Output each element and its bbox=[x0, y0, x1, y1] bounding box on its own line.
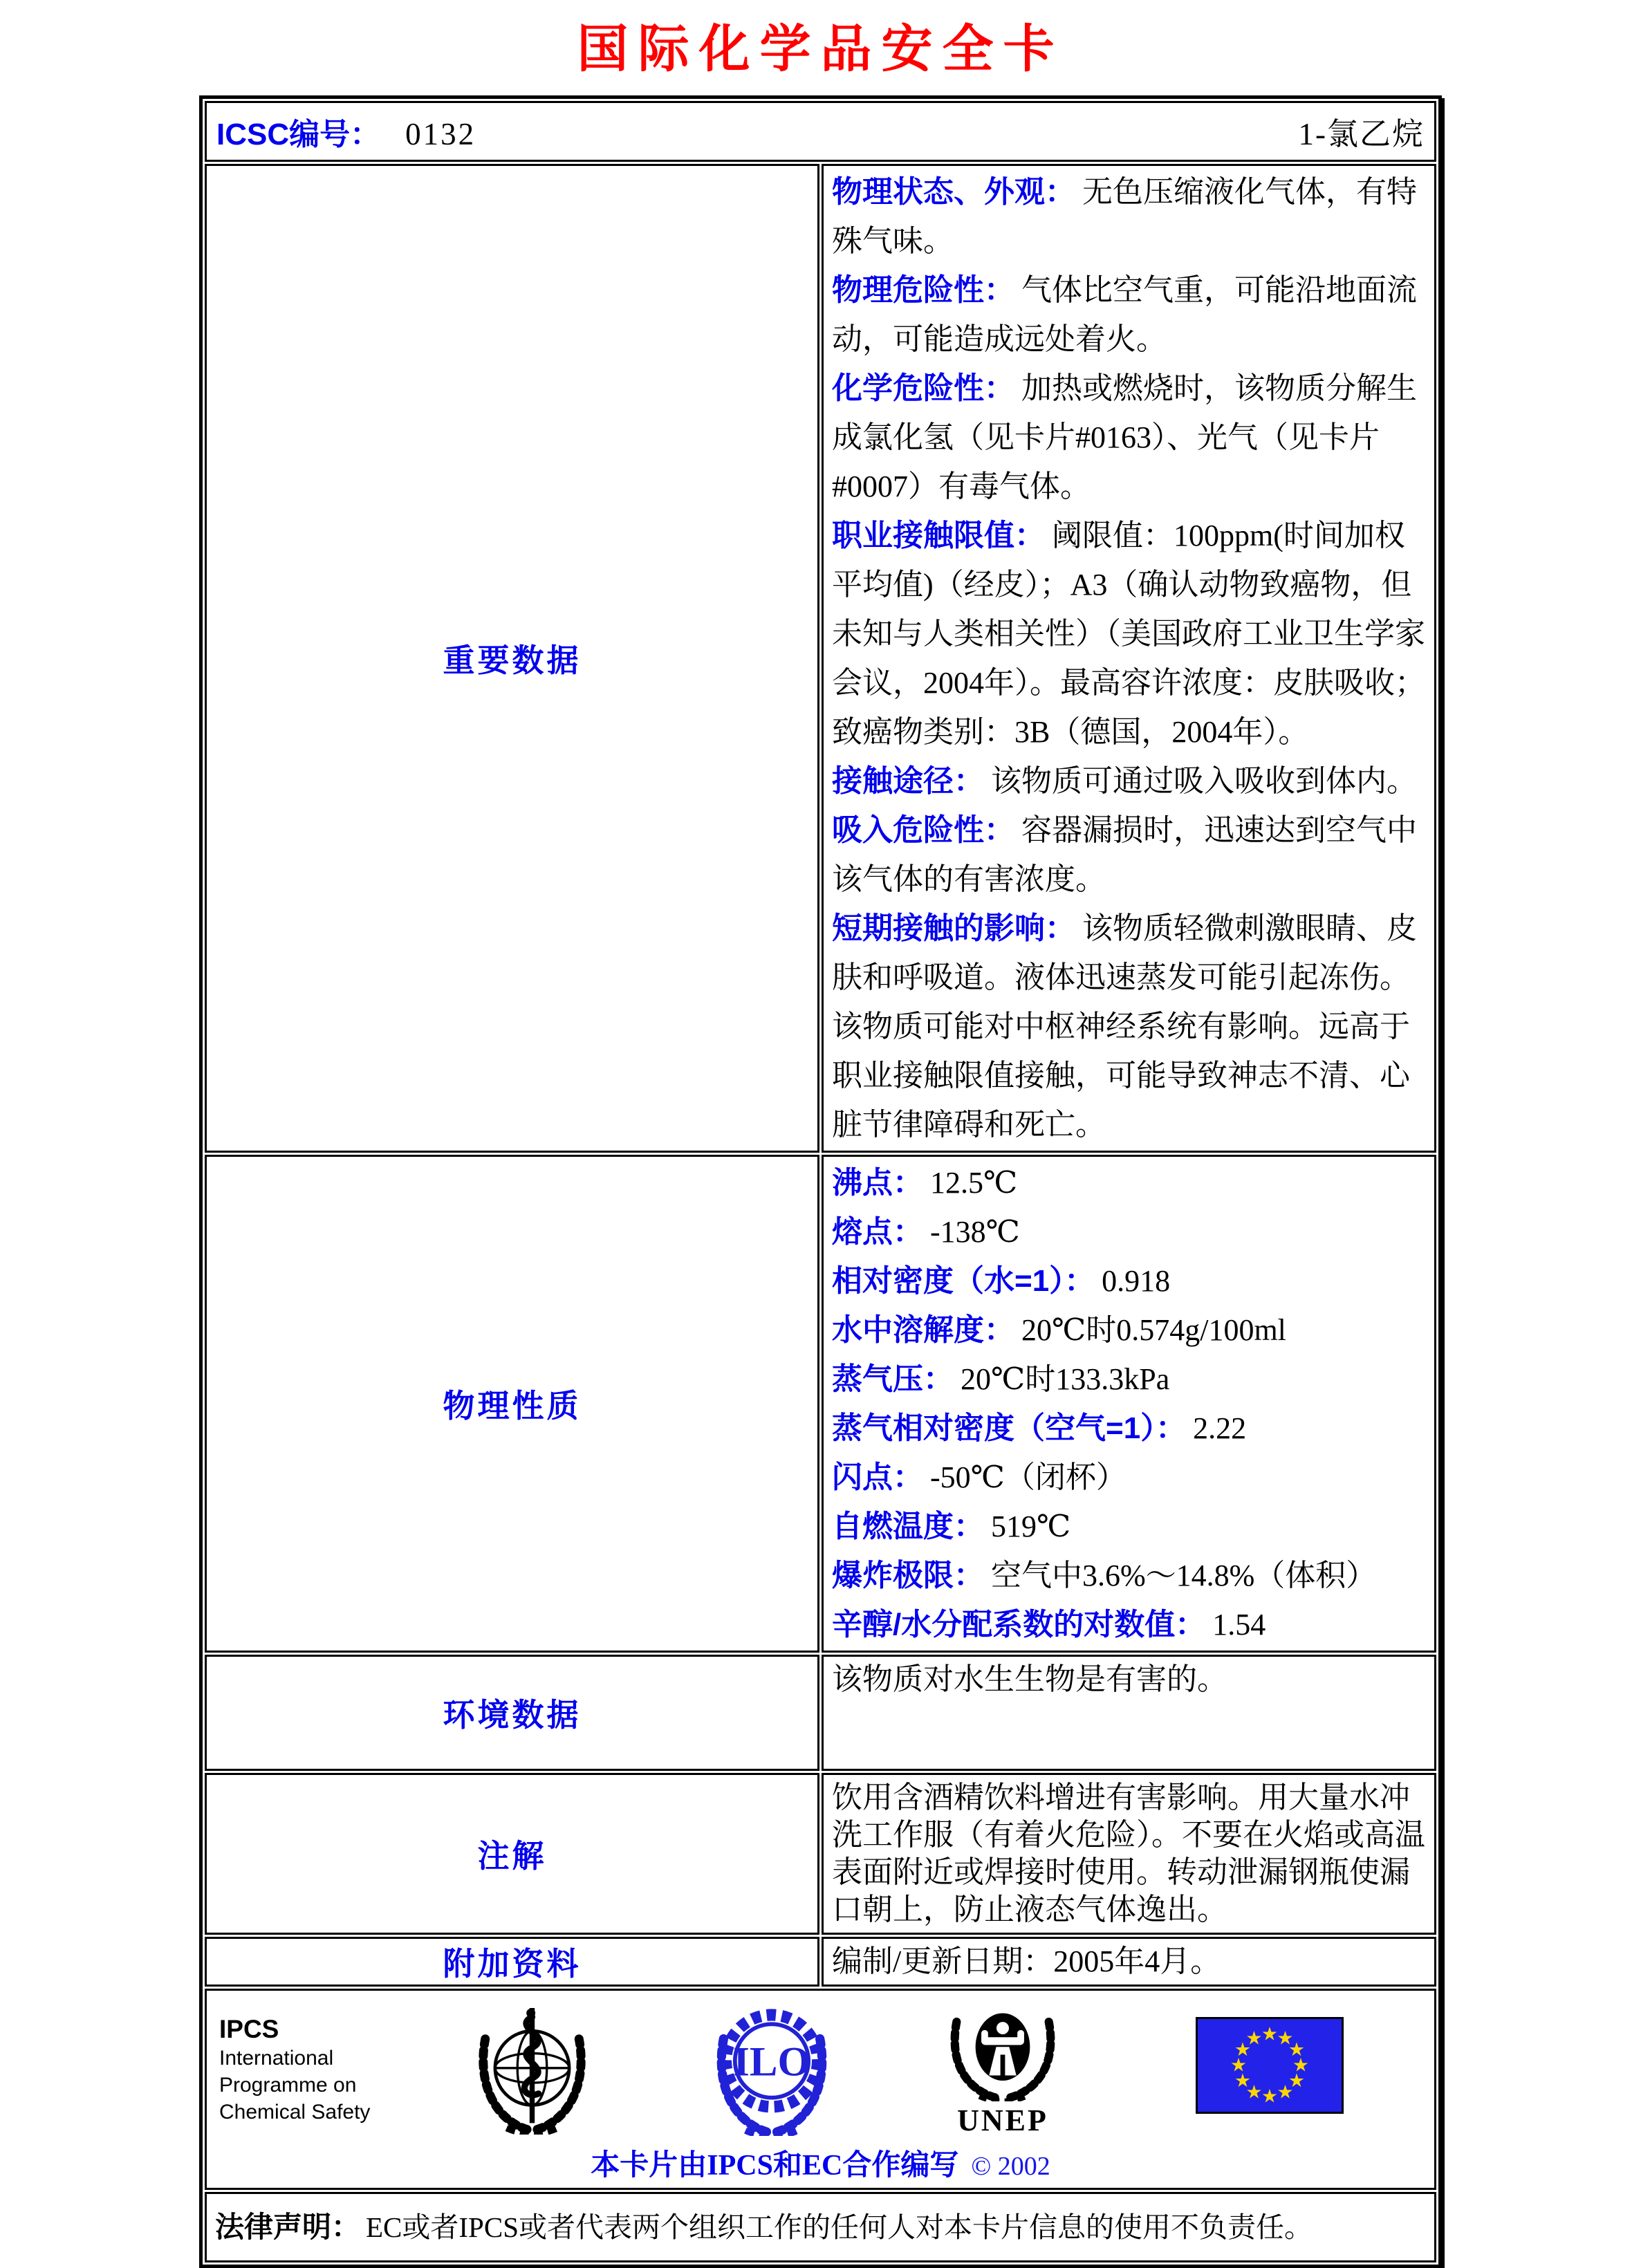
data-item bbox=[832, 1453, 1426, 1502]
item-text: -138℃ bbox=[930, 1214, 1020, 1249]
item-label: 自燃温度： bbox=[832, 1509, 984, 1543]
data-item bbox=[832, 1502, 1426, 1551]
item-label: 爆炸极限： bbox=[832, 1558, 984, 1592]
notes-content bbox=[822, 1773, 1436, 1935]
item-label: 吸入危险性： bbox=[832, 812, 1014, 847]
item-label: 相对密度（水=1）： bbox=[832, 1263, 1095, 1298]
data-item bbox=[832, 1256, 1426, 1305]
item-label: 沸点： bbox=[832, 1165, 923, 1200]
item-text: 空气中3.6%～14.8%（体积） bbox=[991, 1558, 1377, 1592]
page-title: 国际化学品安全卡 bbox=[577, 21, 1064, 78]
safety-card-table bbox=[199, 95, 1442, 2268]
important-data-row bbox=[205, 164, 1436, 1153]
ilo-letters: ILO bbox=[733, 2038, 810, 2085]
svg-text:★: ★ bbox=[1234, 2070, 1252, 2092]
data-item bbox=[832, 1207, 1426, 1256]
svg-text:★: ★ bbox=[1292, 2054, 1310, 2076]
additional-info-row bbox=[205, 1937, 1436, 1987]
data-item bbox=[832, 511, 1426, 756]
svg-text:★: ★ bbox=[1261, 2085, 1279, 2108]
data-item bbox=[832, 1158, 1426, 1207]
item-label: 熔点： bbox=[832, 1214, 923, 1249]
logos-strip bbox=[214, 1996, 1427, 2138]
icsc-number-label: ICSC编号： bbox=[216, 117, 381, 151]
chemical-name: 1-氯乙烷 bbox=[1298, 117, 1425, 152]
unep-logo-block bbox=[937, 1998, 1068, 2137]
item-text: 1.54 bbox=[1212, 1607, 1266, 1642]
item-label: 短期接触的影响： bbox=[832, 911, 1075, 945]
physical-properties-content bbox=[822, 1155, 1436, 1653]
item-label: 物理危险性： bbox=[832, 272, 1014, 307]
ipcs-line: Programme on bbox=[219, 2073, 357, 2097]
svg-text:★: ★ bbox=[1234, 2038, 1252, 2061]
logos-row bbox=[205, 1989, 1436, 2190]
eu-flag-icon bbox=[1196, 2017, 1344, 2114]
ipcs-wordmark bbox=[219, 2014, 370, 2126]
data-item bbox=[832, 1551, 1426, 1600]
environment-content bbox=[822, 1655, 1436, 1771]
item-text: 该物质轻微刺激眼睛、皮肤和呼吸道。液体迅速蒸发可能引起冻伤。该物质可能对中枢神经系统有影响。远高于职业接触限值接触，可能导致神志不清、心脏节律障碍和死亡。 bbox=[832, 911, 1417, 1142]
item-label: 闪点： bbox=[832, 1460, 923, 1494]
who-logo-icon bbox=[468, 1999, 596, 2135]
svg-text:★: ★ bbox=[1277, 2027, 1294, 2049]
svg-text:★: ★ bbox=[1288, 2038, 1306, 2061]
additional-info-text: 编制/更新日期：2005年4月。 bbox=[832, 1944, 1221, 1978]
ipcs-title: IPCS bbox=[219, 2014, 279, 2043]
item-label: 辛醇/水分配系数的对数值： bbox=[832, 1607, 1206, 1642]
data-item bbox=[832, 364, 1426, 511]
notes-text: 饮用含酒精饮料增进有害影响。用大量水冲洗工作服（有着火危险）。不要在火焰或高温表面附近或焊接时使用。转动泄漏钢瓶使漏口朝上，防止液态气体逸出。 bbox=[832, 1780, 1425, 1926]
additional-info-content bbox=[822, 1937, 1436, 1987]
ipcs-line: International bbox=[219, 2046, 334, 2070]
item-text: 12.5℃ bbox=[930, 1165, 1018, 1200]
svg-text:★: ★ bbox=[1277, 2081, 1294, 2103]
section-label-environment: 环境数据 bbox=[205, 1655, 819, 1771]
section-label-notes: 注解 bbox=[205, 1773, 819, 1935]
data-item bbox=[832, 1404, 1426, 1453]
caption-text: 本卡片由IPCS和EC合作编写 bbox=[591, 2149, 959, 2182]
item-label: 物理状态、外观： bbox=[832, 174, 1075, 209]
copyright-text: © 2002 bbox=[971, 2151, 1050, 2181]
data-item bbox=[832, 1305, 1426, 1355]
unep-label: UNEP bbox=[957, 2103, 1048, 2137]
item-label: 接触途径： bbox=[832, 763, 984, 798]
data-item bbox=[832, 904, 1426, 1149]
notes-row bbox=[205, 1773, 1436, 1935]
svg-text:★: ★ bbox=[1261, 2023, 1279, 2045]
icsc-number-group bbox=[216, 109, 476, 154]
item-text: 加热或燃烧时，该物质分解生成氯化氢（见卡片#0163）、光气（见卡片#0007）有毒气体。 bbox=[832, 371, 1417, 503]
data-item bbox=[832, 1600, 1426, 1649]
item-text: 气体比空气重，可能沿地面流动，可能造成远处着火。 bbox=[832, 272, 1417, 356]
important-data-content bbox=[822, 164, 1436, 1153]
item-label: 蒸气相对密度（空气=1）： bbox=[832, 1411, 1187, 1445]
legal-text: EC或者IPCS或者代表两个组织工作的任何人对本卡片信息的使用不负责任。 bbox=[366, 2211, 1313, 2243]
item-text: 该物质可通过吸入吸收到体内。 bbox=[991, 763, 1417, 798]
legal-label: 法律声明： bbox=[215, 2210, 361, 2243]
item-text: 2.22 bbox=[1193, 1411, 1247, 1445]
data-item bbox=[832, 1355, 1426, 1404]
data-item bbox=[832, 756, 1426, 806]
data-item bbox=[832, 806, 1426, 904]
item-text: 0.918 bbox=[1102, 1263, 1171, 1298]
section-label-additional: 附加资料 bbox=[205, 1937, 819, 1987]
data-item bbox=[832, 266, 1426, 364]
item-label: 职业接触限值： bbox=[832, 518, 1045, 552]
header-cell bbox=[205, 101, 1436, 162]
section-label-physical: 物理性质 bbox=[205, 1155, 819, 1653]
ilo-logo-icon bbox=[706, 1998, 837, 2136]
unep-logo-icon bbox=[937, 1998, 1068, 2101]
ipcs-line: Chemical Safety bbox=[219, 2100, 371, 2123]
section-label-important: 重要数据 bbox=[205, 164, 819, 1153]
item-label: 化学危险性： bbox=[832, 371, 1014, 405]
legal-cell bbox=[205, 2192, 1436, 2262]
data-item bbox=[832, 167, 1426, 266]
item-text: 20℃时0.574g/100ml bbox=[1021, 1312, 1286, 1347]
item-text: 20℃时133.3kPa bbox=[961, 1361, 1170, 1396]
item-text: -50℃（闭杯） bbox=[930, 1460, 1127, 1494]
svg-text:★: ★ bbox=[1288, 2070, 1306, 2092]
svg-text:★: ★ bbox=[1230, 2054, 1248, 2076]
item-text: 阈限值：100ppm(时间加权平均值)（经皮）；A3（确认动物致癌物，但未知与人类相关性）（美国政府工业卫生学家会议，2004年）。最高容许浓度：皮肤吸收；致癌物类别：3B（德国，2004年）。 bbox=[832, 518, 1425, 749]
item-text: 519℃ bbox=[991, 1509, 1071, 1543]
svg-text:★: ★ bbox=[1245, 2081, 1263, 2103]
item-text: 无色压缩液化气体，有特殊气味。 bbox=[832, 174, 1417, 258]
environment-row bbox=[205, 1655, 1436, 1771]
physical-properties-row bbox=[205, 1155, 1436, 1653]
caption-line bbox=[214, 2142, 1427, 2184]
item-label: 蒸气压： bbox=[832, 1361, 954, 1396]
header-row bbox=[205, 101, 1436, 162]
svg-text:★: ★ bbox=[1245, 2027, 1263, 2049]
environment-text: 该物质对水生生物是有害的。 bbox=[832, 1662, 1227, 1696]
logos-cell bbox=[205, 1989, 1436, 2190]
item-label: 水中溶解度： bbox=[832, 1312, 1014, 1347]
item-text: 容器漏损时，迅速达到空气中该气体的有害浓度。 bbox=[832, 812, 1417, 896]
icsc-number: 0132 bbox=[405, 116, 476, 151]
legal-row bbox=[205, 2192, 1436, 2262]
